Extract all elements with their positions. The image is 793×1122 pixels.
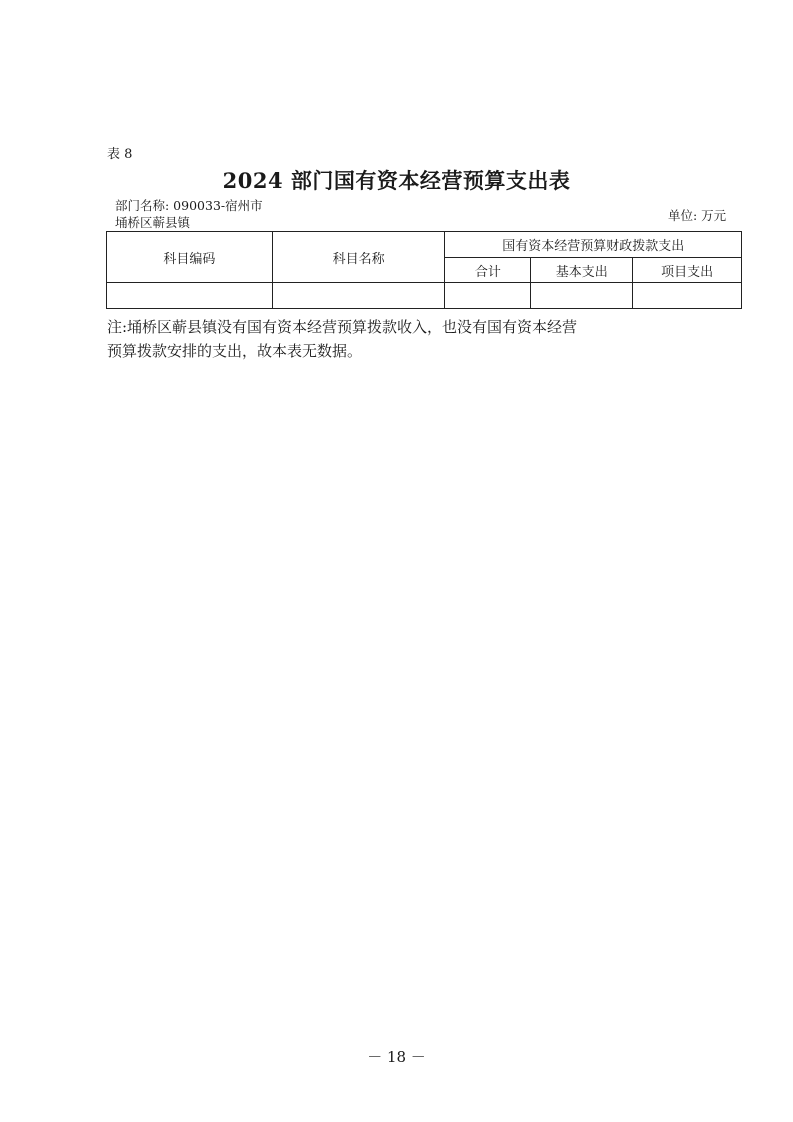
page-title: 2024 部门国有资本经营预算支出表 [222,168,571,193]
note-line-1: 注:埇桥区蕲县镇没有国有资本经营预算拨款收入，也没有国有资本经营 [107,318,578,336]
table-row [107,283,742,309]
table-cell [531,283,633,309]
department-line-1: 部门名称: 090033-宿州市 [115,198,263,213]
header-subject-code: 科目编码 [107,232,273,283]
table-cell [445,283,531,309]
header-project-expense: 项目支出 [633,258,742,283]
budget-table [106,231,742,309]
department-info [115,197,263,231]
header-basic-expense: 基本支出 [531,258,633,283]
unit-label: 单位: 万元 [668,208,727,223]
header-subject-name: 科目名称 [272,232,445,283]
note-line-2: 预算拨款安排的支出，故本表无数据。 [107,342,363,360]
header-total: 合计 [445,258,531,283]
note [107,315,707,363]
table-label: 表 8 [107,147,133,162]
table-cell [272,283,445,309]
header-group: 国有资本经营预算财政拨款支出 [445,232,742,258]
table-cell [633,283,742,309]
table-cell [107,283,273,309]
department-line-2: 埇桥区蕲县镇 [115,215,191,230]
page-number: － 18 － [367,1048,426,1066]
